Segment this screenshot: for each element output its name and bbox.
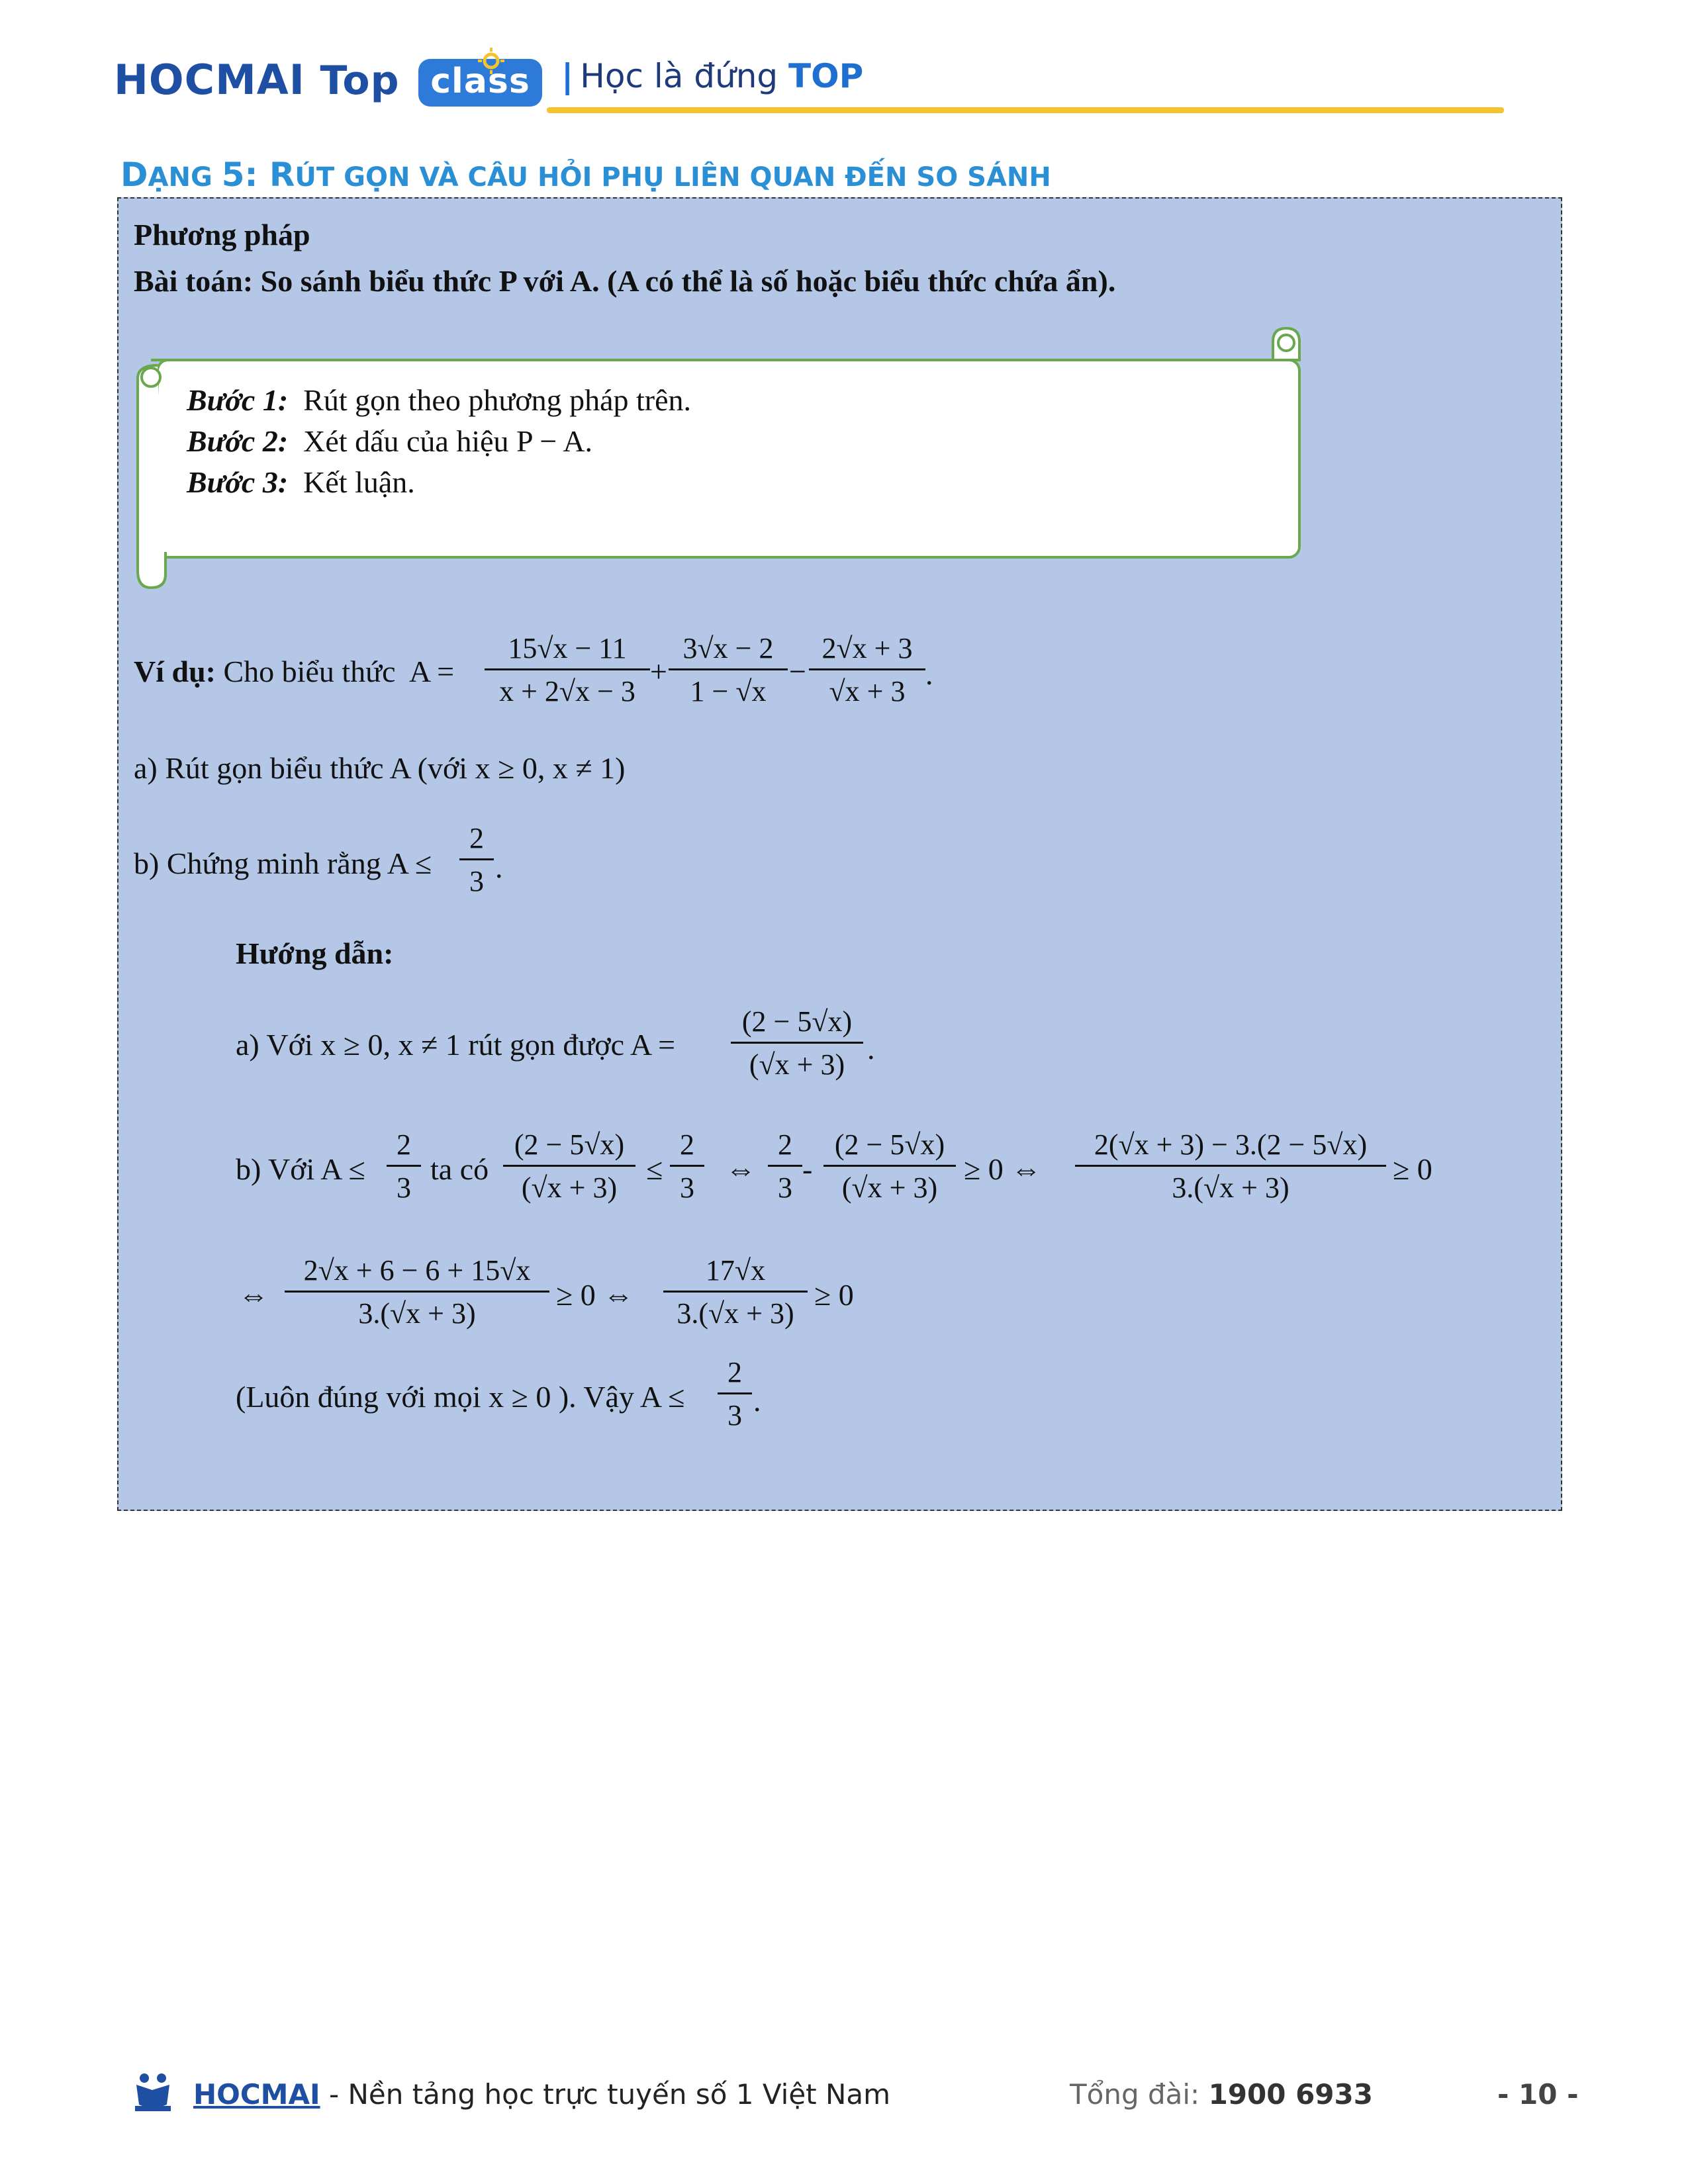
guide-a-fraction: [731, 1007, 863, 1079]
title-part-2: 5: R: [221, 156, 295, 194]
problem-statement: Bài toán: So sánh biểu thức P với A. (A có thể là số hoặc biểu thức chứa ẩn).: [134, 264, 1116, 298]
guide-c-end: ≥ 0: [814, 1278, 854, 1312]
footer-tagline-text: - Nền tảng học trực tuyến số 1 Việt Nam: [320, 2078, 891, 2111]
step-3-text: Kết luận.: [303, 465, 415, 499]
guide-a-text: a) Với x ≥ 0, x ≠ 1 rút gọn được A =: [236, 1028, 676, 1062]
example-line: [134, 657, 454, 687]
header-divider: [547, 107, 1504, 113]
guide-concl-two: 2: [727, 1356, 742, 1388]
footer-brand-link[interactable]: HOCMAI: [193, 2078, 320, 2111]
guide-concl-dot: .: [753, 1384, 761, 1418]
guide-c-mid: ≥ 0 ⇔: [556, 1278, 634, 1312]
title-part-d: D: [120, 156, 148, 194]
logo-class-text: class: [418, 59, 542, 107]
example-f3-num: 2√x + 3: [821, 632, 913, 664]
step-3: [187, 467, 415, 498]
title-part-3: ÚT GỌN VÀ CÂU HỎI PHỤ LIÊN QUAN ĐẾN SO SÁNH: [295, 162, 1051, 193]
guide-b-frac-two-thirds-3: [768, 1130, 802, 1203]
guide-c-f2-den: 3.(√x + 3): [663, 1291, 808, 1328]
part-b-num: 2: [469, 822, 484, 854]
guide-b-three-3: 3: [768, 1165, 802, 1203]
step-1-text: Rút gọn theo phương pháp trên.: [303, 383, 692, 417]
example-fraction-1: [485, 634, 650, 706]
guide-conclusion: (Luôn đúng với mọi x ≥ 0 ). Vậy A ≤: [236, 1380, 685, 1414]
guide-b-iff-1: ⇔: [726, 1152, 756, 1186]
guide-b-two-2: 2: [680, 1128, 694, 1161]
step-2-text: Xét dấu của hiệu P − A.: [303, 424, 593, 458]
guide-b-fraction-1: [503, 1130, 635, 1203]
guide-b-ge0-1: ≥ 0 ⇔: [964, 1152, 1042, 1186]
guide-b-ge0-2: ≥ 0: [1393, 1152, 1432, 1186]
guide-c-fraction-2: [663, 1256, 808, 1328]
guide-b-three-1: 3: [387, 1165, 421, 1203]
example-lhs: A =: [408, 655, 455, 688]
guide-b-minus: -: [802, 1152, 813, 1186]
slogan: [561, 57, 863, 95]
logo-hocmai-text: HOCMAI: [114, 56, 305, 104]
part-b-den: 3: [459, 858, 494, 896]
guide-b-f2-den: (√x + 3): [823, 1165, 956, 1203]
method-heading: Phương pháp: [134, 218, 310, 251]
example-fraction-3: [809, 634, 925, 706]
guide-a-dot: .: [867, 1032, 875, 1066]
footer-phone-label: Tổng đài:: [1070, 2078, 1209, 2111]
guide-b-fraction-2: [823, 1130, 956, 1203]
step-2: [187, 426, 592, 457]
guide-c-fraction-1: [285, 1256, 549, 1328]
example-f1-den: x + 2√x − 3: [485, 668, 650, 706]
part-b: b) Chứng minh rằng A ≤: [134, 846, 432, 880]
footer-tagline: [193, 2078, 890, 2111]
step-1-label: Bước 1:: [187, 383, 289, 417]
step-3-label: Bước 3:: [187, 465, 289, 499]
section-title: [120, 156, 1051, 194]
slogan-top: TOP: [788, 57, 864, 95]
guide-b-frac-two-thirds-2: [670, 1130, 704, 1203]
guide-c-f1-num: 2√x + 6 − 6 + 15√x: [303, 1254, 531, 1287]
guide-concl-three: 3: [718, 1392, 752, 1430]
guide-b-f1-num: (2 − 5√x): [514, 1128, 625, 1161]
example-f3-den: √x + 3: [809, 668, 925, 706]
footer-hotline: [1070, 2078, 1373, 2111]
part-b-fraction: [459, 824, 494, 896]
guide-b-fraction-3: [1075, 1130, 1386, 1203]
example-dot: .: [925, 657, 933, 691]
example-fraction-2: [669, 634, 788, 706]
guide-heading: Hướng dẫn:: [236, 936, 394, 970]
guide-b-text1: b) Với A ≤: [236, 1152, 365, 1186]
example-plus: +: [650, 655, 667, 688]
guide-b-f1-den: (√x + 3): [503, 1165, 635, 1203]
guide-b-f2-num: (2 − 5√x): [834, 1128, 945, 1161]
guide-c-f2-num: 17√x: [705, 1254, 766, 1287]
logo-top-text: Top: [320, 58, 400, 104]
example-label: Ví dụ:: [134, 655, 216, 688]
example-text: Cho biểu thức: [223, 655, 396, 688]
part-b-dot: .: [495, 850, 503, 884]
part-a: a) Rút gọn biểu thức A (với x ≥ 0, x ≠ 1): [134, 751, 626, 785]
guide-concl-fraction: [718, 1358, 752, 1430]
page-number: - 10 -: [1497, 2078, 1579, 2111]
sun-icon: [477, 46, 506, 75]
steps-scroll: [131, 326, 1318, 590]
slogan-text: Học là đứng: [580, 57, 789, 95]
guide-b-three-2: 3: [670, 1165, 704, 1203]
guide-b-frac-two-thirds-1: [387, 1130, 421, 1203]
example-f2-num: 3√x − 2: [682, 632, 774, 664]
step-2-label: Bước 2:: [187, 424, 289, 458]
guide-b-two-3: 2: [778, 1128, 792, 1161]
guide-b-f3-den: 3.(√x + 3): [1075, 1165, 1386, 1203]
guide-a-num: (2 − 5√x): [741, 1005, 853, 1038]
example-f1-num: 15√x − 11: [508, 632, 627, 664]
title-part-1: ẠNG: [148, 162, 222, 193]
example-minus: −: [789, 655, 806, 688]
guide-b-f3-num: 2(√x + 3) − 3.(2 − 5√x): [1094, 1128, 1368, 1161]
guide-a-den: (√x + 3): [731, 1042, 863, 1079]
slogan-bar: |: [561, 57, 574, 95]
guide-b-text2: ta có: [430, 1152, 489, 1186]
hocmai-footer-logo-icon: [131, 2070, 175, 2114]
guide-c-f1-den: 3.(√x + 3): [285, 1291, 549, 1328]
guide-b-le: ≤: [646, 1152, 663, 1186]
step-1: [187, 385, 691, 416]
guide-c-iff: ⇔: [238, 1278, 269, 1312]
guide-b-two-1: 2: [397, 1128, 411, 1161]
example-f2-den: 1 − √x: [669, 668, 788, 706]
footer-phone-number: 1900 6933: [1208, 2078, 1373, 2111]
